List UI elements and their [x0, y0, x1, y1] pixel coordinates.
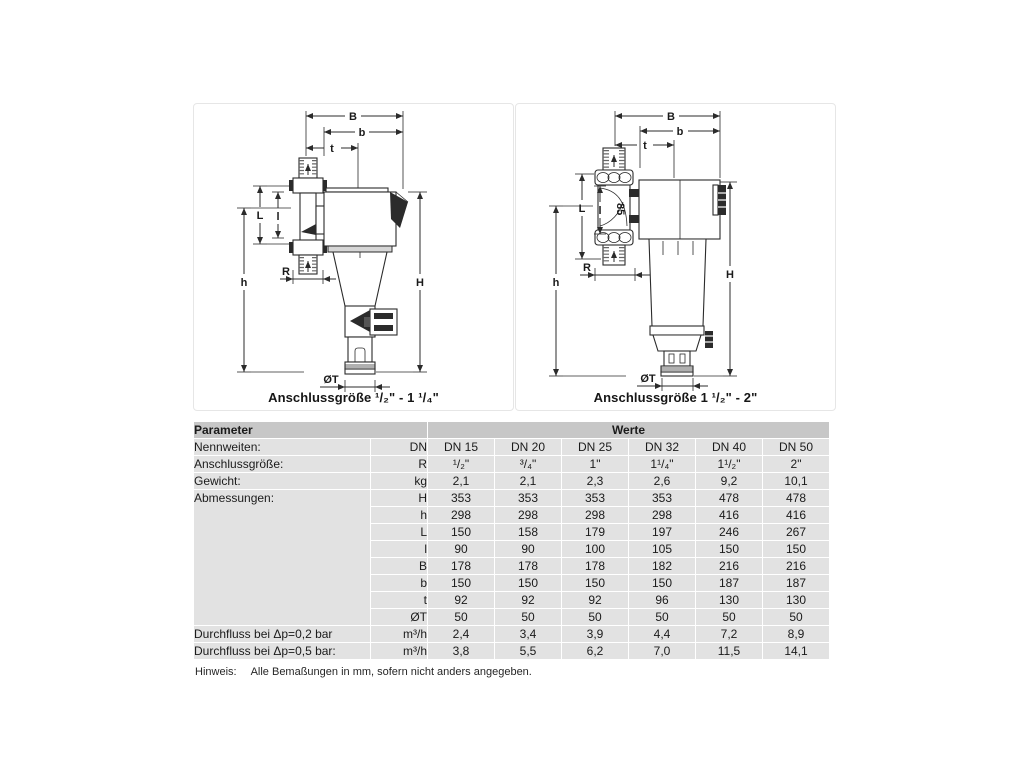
table-cell: 150 — [696, 541, 762, 557]
row-unit: t — [371, 592, 427, 608]
table-cell: 92 — [562, 592, 628, 608]
row-unit: l — [371, 541, 427, 557]
row-unit: R — [371, 456, 427, 472]
dim-label-L: L — [256, 210, 264, 222]
table-cell: 246 — [696, 524, 762, 540]
table-cell: 2" — [763, 456, 829, 472]
table-cell: 182 — [629, 558, 695, 574]
table-cell: 90 — [428, 541, 494, 557]
table-cell: 90 — [495, 541, 561, 557]
table-cell: 416 — [696, 507, 762, 523]
table-cell: 1¹/₄" — [629, 456, 695, 472]
table-cell: DN 25 — [562, 439, 628, 455]
spec-table — [193, 421, 830, 660]
diagram-panel-small — [193, 103, 514, 411]
table-cell: 353 — [562, 490, 628, 506]
table-cell: 353 — [495, 490, 561, 506]
table-cell: 158 — [495, 524, 561, 540]
table-cell: 179 — [562, 524, 628, 540]
table-cell: 11,5 — [696, 643, 762, 659]
table-cell: 178 — [495, 558, 561, 574]
dim-label-B: B — [667, 111, 675, 123]
row-unit: m³/h — [371, 643, 427, 659]
technical-drawing-large-filter — [516, 104, 833, 394]
table-cell: 4,4 — [629, 626, 695, 642]
table-cell: 3,4 — [495, 626, 561, 642]
row-label: Nennweiten: — [194, 439, 370, 455]
table-row — [194, 490, 829, 506]
diagram-caption-large: Anschlussgröße 1 ¹/₂" - 2" — [593, 390, 758, 405]
table-cell: 150 — [495, 575, 561, 591]
table-cell: 2,4 — [428, 626, 494, 642]
table-cell: 100 — [562, 541, 628, 557]
table-row — [194, 439, 829, 455]
table-cell: 353 — [428, 490, 494, 506]
row-unit: DN — [371, 439, 427, 455]
table-cell: 187 — [763, 575, 829, 591]
table-cell: 2,3 — [562, 473, 628, 489]
table-cell: 92 — [428, 592, 494, 608]
sight-glass-mark: 85 — [614, 203, 626, 216]
table-cell: ³/₄" — [495, 456, 561, 472]
diagram-caption-small: Anschlussgröße ¹/₂" - 1 ¹/₄" — [268, 390, 439, 405]
footnote — [195, 666, 532, 678]
table-cell: 3,8 — [428, 643, 494, 659]
table-cell: 298 — [629, 507, 695, 523]
dim-label-B: B — [349, 111, 357, 123]
table-cell: ¹/₂" — [428, 456, 494, 472]
dim-label-l: l — [598, 205, 602, 217]
dim-label-R: R — [282, 266, 290, 278]
row-unit: m³/h — [371, 626, 427, 642]
table-cell: 298 — [428, 507, 494, 523]
table-cell: 92 — [495, 592, 561, 608]
table-cell: 478 — [696, 490, 762, 506]
dim-label-t: t — [643, 140, 647, 152]
table-cell: DN 32 — [629, 439, 695, 455]
table-cell: 187 — [696, 575, 762, 591]
table-cell: 178 — [428, 558, 494, 574]
table-row — [194, 643, 829, 659]
table-cell: 2,1 — [428, 473, 494, 489]
dim-label-OT: ØT — [640, 373, 656, 385]
dim-label-L: L — [578, 203, 586, 215]
footnote-label: Hinweis: — [195, 666, 237, 678]
table-cell: 7,2 — [696, 626, 762, 642]
header-werte: Werte — [428, 422, 829, 438]
dim-label-b: b — [676, 126, 684, 138]
table-cell: 216 — [696, 558, 762, 574]
table-cell: 150 — [763, 541, 829, 557]
diagram-panels — [193, 103, 837, 411]
dim-label-OT: ØT — [323, 374, 339, 386]
table-cell: 96 — [629, 592, 695, 608]
dim-label-R: R — [583, 262, 591, 274]
table-cell: 353 — [629, 490, 695, 506]
row-label: Durchfluss bei Δp=0,2 bar — [194, 626, 370, 642]
table-cell: DN 20 — [495, 439, 561, 455]
table-cell: 150 — [428, 524, 494, 540]
row-unit: ØT — [371, 609, 427, 625]
table-cell: 298 — [562, 507, 628, 523]
table-cell: 416 — [763, 507, 829, 523]
table-cell: 50 — [495, 609, 561, 625]
table-cell: 50 — [629, 609, 695, 625]
row-unit: h — [371, 507, 427, 523]
footnote-text: Alle Bemaßungen in mm, sofern nicht anders angegeben. — [250, 666, 532, 678]
table-cell: 267 — [763, 524, 829, 540]
table-cell: 50 — [428, 609, 494, 625]
row-label: Abmessungen: — [194, 490, 370, 625]
table-cell: 2,6 — [629, 473, 695, 489]
table-cell: 197 — [629, 524, 695, 540]
dim-label-h: h — [552, 277, 560, 289]
table-cell: 1¹/₂" — [696, 456, 762, 472]
row-unit: B — [371, 558, 427, 574]
table-cell: 3,9 — [562, 626, 628, 642]
table-cell: DN 40 — [696, 439, 762, 455]
table-cell: 6,2 — [562, 643, 628, 659]
header-parameter: Parameter — [194, 422, 427, 438]
table-cell: 105 — [629, 541, 695, 557]
table-cell: 50 — [696, 609, 762, 625]
table-cell: 216 — [763, 558, 829, 574]
dim-label-H: H — [726, 269, 734, 281]
diagram-panel-large — [515, 103, 836, 411]
table-cell: 150 — [428, 575, 494, 591]
row-label: Gewicht: — [194, 473, 370, 489]
table-row — [194, 626, 829, 642]
dim-label-b: b — [358, 127, 366, 139]
row-unit: kg — [371, 473, 427, 489]
table-cell: DN 15 — [428, 439, 494, 455]
table-cell: 130 — [763, 592, 829, 608]
table-cell: 5,5 — [495, 643, 561, 659]
technical-drawing-small-filter — [194, 104, 511, 394]
table-cell: 178 — [562, 558, 628, 574]
table-cell: 50 — [562, 609, 628, 625]
table-row — [194, 456, 829, 472]
table-cell: 8,9 — [763, 626, 829, 642]
table-cell: 150 — [629, 575, 695, 591]
table-cell: 130 — [696, 592, 762, 608]
table-cell: 7,0 — [629, 643, 695, 659]
table-row — [194, 473, 829, 489]
row-unit: L — [371, 524, 427, 540]
row-label: Durchfluss bei Δp=0,5 bar: — [194, 643, 370, 659]
table-cell: DN 50 — [763, 439, 829, 455]
row-label: Anschlussgröße: — [194, 456, 370, 472]
table-cell: 9,2 — [696, 473, 762, 489]
table-header-row — [194, 422, 829, 438]
row-unit: b — [371, 575, 427, 591]
table-cell: 150 — [562, 575, 628, 591]
table-cell: 1" — [562, 456, 628, 472]
table-cell: 50 — [763, 609, 829, 625]
table-cell: 478 — [763, 490, 829, 506]
dim-label-t: t — [330, 143, 334, 155]
dim-label-l: l — [276, 211, 280, 223]
dim-label-H: H — [416, 277, 424, 289]
row-unit: H — [371, 490, 427, 506]
table-cell: 298 — [495, 507, 561, 523]
table-cell: 14,1 — [763, 643, 829, 659]
dim-label-h: h — [240, 277, 248, 289]
table-cell: 2,1 — [495, 473, 561, 489]
table-cell: 10,1 — [763, 473, 829, 489]
